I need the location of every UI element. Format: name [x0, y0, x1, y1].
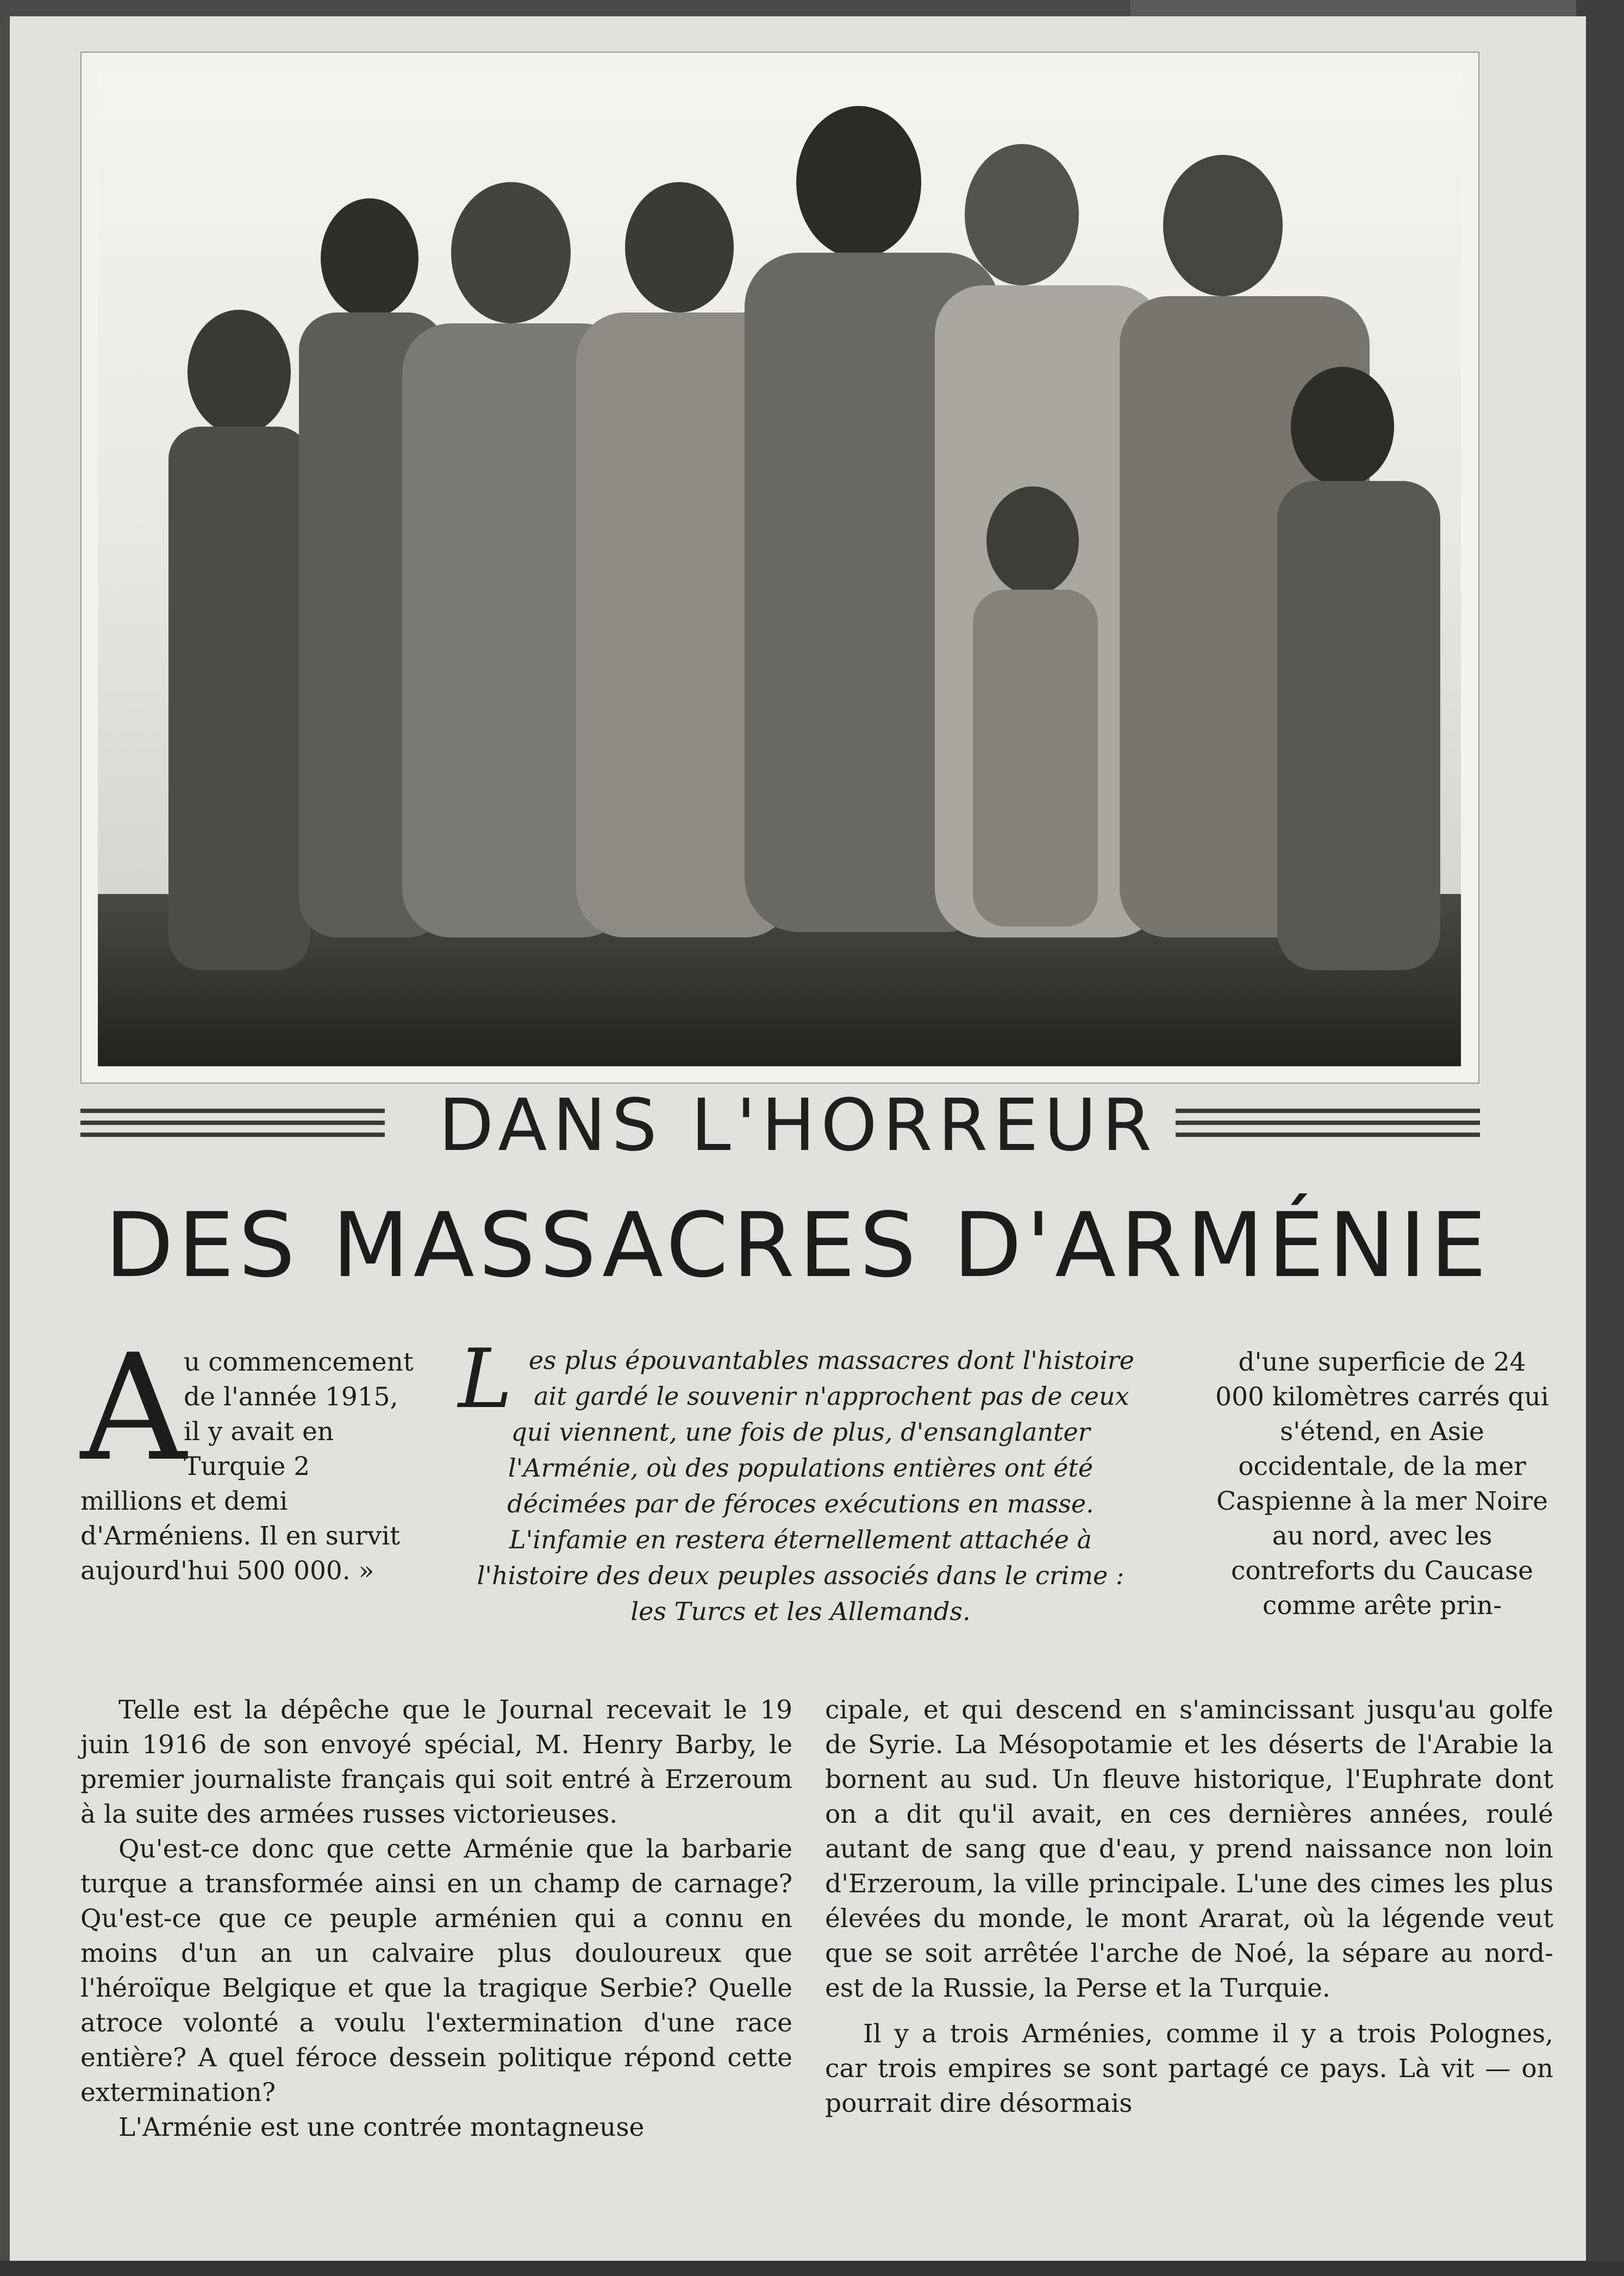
right-paragraph-1: cipale, et qui descend en s'amincissant jusqu'au golfe de Syrie. La Mésopotamie et les déserts de l'Arabie la bornent au sud. Un fleuve historique, l'Euphrate dont on a dit qu'il avait, en ces dernières années, roulé autant de sang que d'eau, y prend naissance non loin d'Erzeroum, la ville principale. L'une des cimes les plus élevées du monde, le mont Ararat, où la légende veut que se soit arrêtée l'arche de Noé, la sépare au nord-est de la Russie, la Perse et la Turquie. [825, 1695, 1553, 2003]
photograph-icon [98, 68, 1461, 1066]
left-paragraph-1: Telle est la dépêche que le Journal recevait le 19 juin 1916 de son envoyé spécial, M. Henry Barby, le premier journaliste français qui soit entré à Erzeroum à la suite des armées russes victorieuses. [80, 1695, 792, 1829]
headline-line-1: DANS L'HORREUR [438, 1084, 1158, 1167]
left-paragraph-2: Qu'est-ce donc que cette Arménie que la barbarie turque a transformée ainsi en un champ de carnage? Qu'est-ce que ce peuple arménien qui a connu en moins d'un an un calvaire plus douloureux que l'héroïque Belgique et que la tragique Serbie? Quelle atroce volonté a voulu l'extermination d'une race entière? A quel féroce dessein politique répond cette extermination? [80, 1834, 792, 2108]
intro-text: es plus épouvantables massacres dont l'histoire ait gardé le souvenir n'approchent pas de ceux qui viennent, une fois de plus, d'ensanglanter l'Arménie, où des populations entières ont été décimées par de féroces exécutions en masse. L'infamie en restera éternellement attachée à l'histoire des deux peuples associés dans le crime : les Turcs et les Allemands. [477, 1346, 1134, 1626]
drop-cap-l: L [458, 1332, 513, 1427]
newspaper-page [10, 16, 1586, 2276]
photo-frame [80, 52, 1479, 1084]
right-paragraph-2: Il y a trois Arménies, comme il y a trois Polognes, car trois empires se sont partagé ce pays. Là vit — on pourrait dire désormais [825, 2019, 1553, 2118]
refugees-photograph [98, 68, 1461, 1066]
background-dark-bottom [0, 2261, 1624, 2276]
right-column-top: d'une superficie de 24 000 kilomètres carrés qui s'étend, en Asie occidentale, de la mer Caspienne à la mer Noire au nord, avec les contreforts du Caucase comme arête prin- [1215, 1347, 1549, 1621]
left-paragraph-3: L'Arménie est une contrée montagneuse [118, 2112, 645, 2142]
intro-paragraph [458, 1332, 1143, 1629]
drop-cap-a: A [80, 1322, 186, 1493]
headline-line-2: DES MASSACRES D'ARMÉNIE [105, 1193, 1491, 1297]
right-column [825, 1693, 1553, 2121]
left-column [80, 1693, 792, 2145]
lead-text: u commencement de l'année 1915, il y avait en Turquie 2 millions et demi d'Arméniens. Il en survit aujourd'hui 500 000. » [80, 1347, 414, 1586]
lead-column [80, 1322, 417, 1589]
